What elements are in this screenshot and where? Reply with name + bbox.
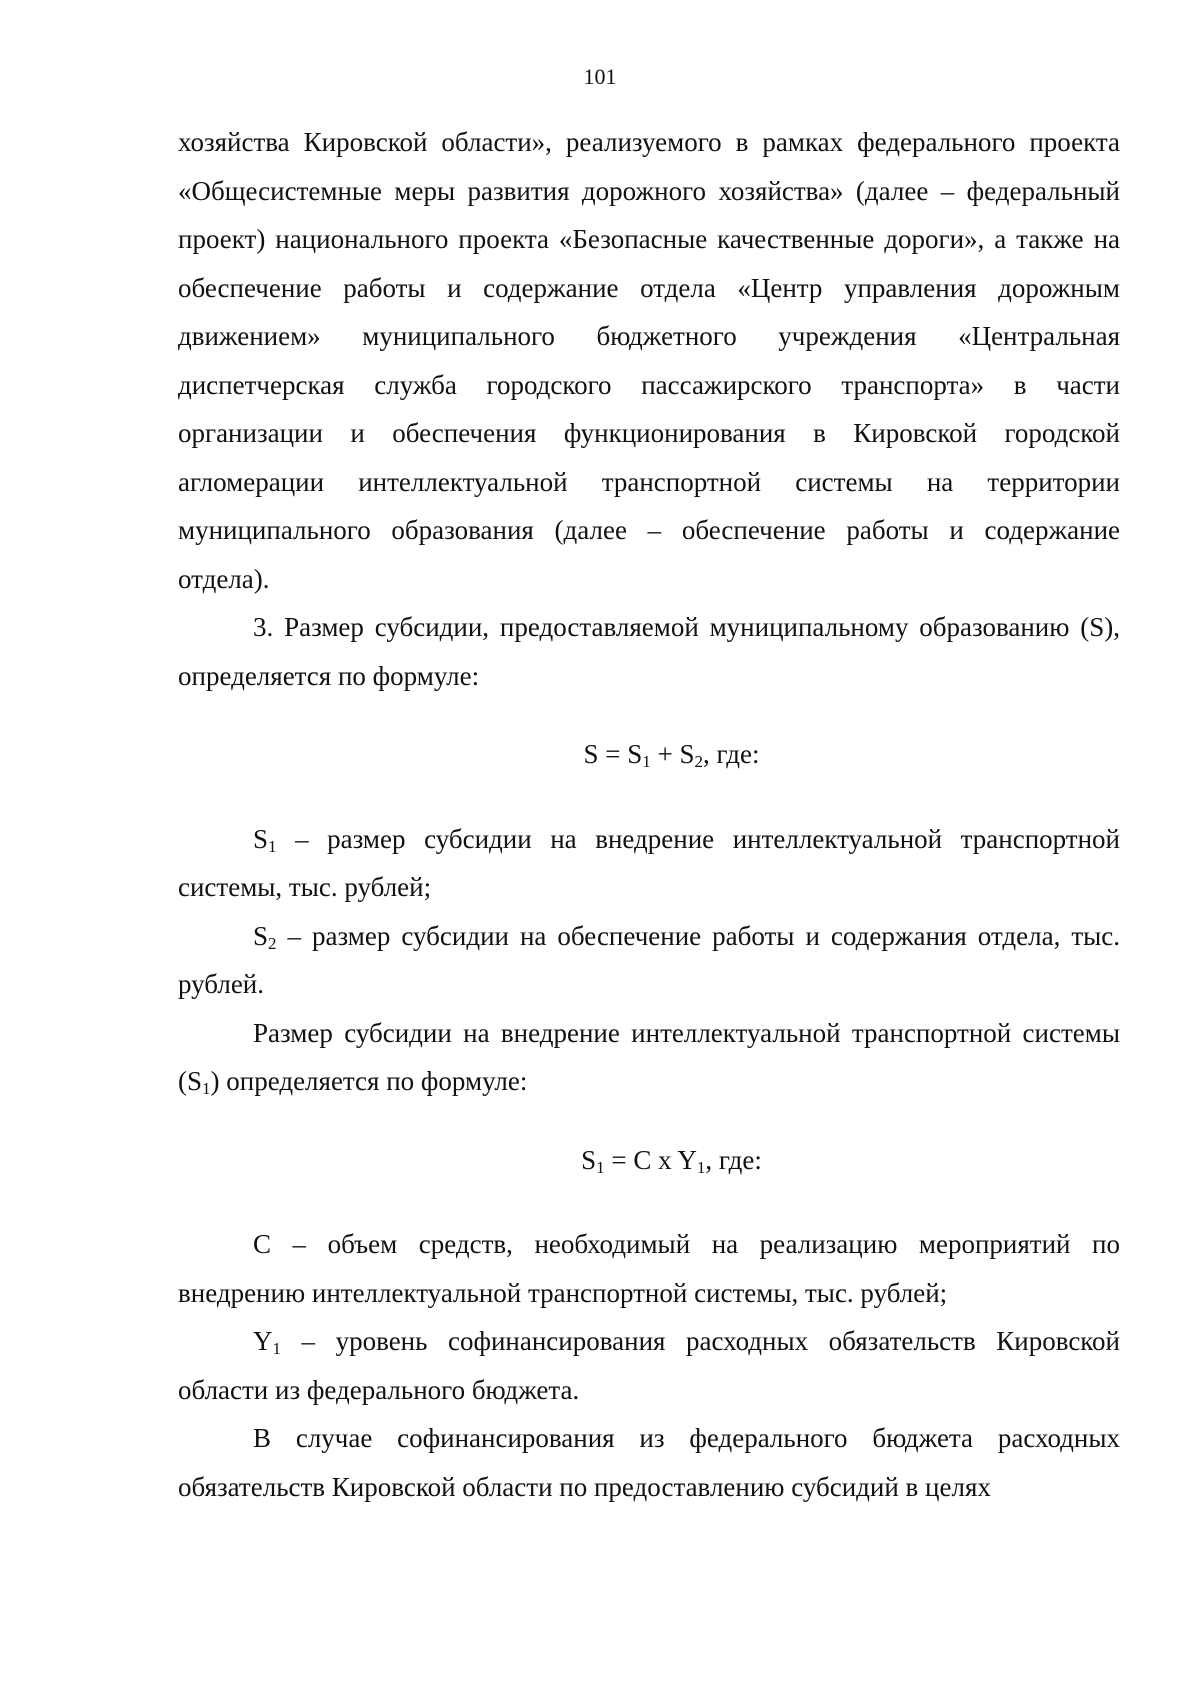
definition-y1-symbol: Y [253,1326,273,1356]
definition-s1-sub: 1 [268,836,277,856]
formula-s-tail: , где: [703,739,760,769]
paragraph-cofinancing: В случае софинансирования из федерального бюджета расходных обязательств Кировской области по предоставлению субсидий в целях [178,1423,1120,1502]
formula-s-sub1: 1 [642,752,651,771]
definition-s1-symbol: S [253,823,269,854]
page-number: 101 [583,64,617,89]
paragraph-item-3: 3. Размер субсидии, предоставляемой муниципальному образованию (S), определяется по формуле: [178,612,1120,691]
s1-intro-sub: 1 [202,1079,211,1098]
definition-s2 [178,912,1120,1009]
paragraph-continuation: хозяйства Кировской области», реализуемого в рамках федерального проекта «Общесистемные меры развития дорожного хозяйства» (далее – федеральный проект) национального проекта «Безопасные качественные дороги», а также на обеспечение работы и содержание отдела «Центр управления дорожным движением» муниципального бюджетного учреждения «Центральная диспетчерская служба городского пассажирского транспорта» в части организации и обеспечения функционирования в Кировской городской агломерации интеллектуальной транспортной системы на территории муниципального образования (далее – обеспечение работы и содержание отдела). [178,127,1120,594]
formula-s-plus: + S [650,739,695,769]
definition-c: C – объем средств, необходимый на реализацию мероприятий по внедрению интеллектуальной транспортной системы, тыс. рублей; [178,1229,1120,1308]
s1-intro-after: ) определяется по формуле: [210,1066,528,1096]
formula-s1-tail: , где: [705,1144,762,1175]
formula-s-lhs: S = S [583,739,643,769]
paragraph-s1-intro [178,1009,1120,1106]
definition-y1-sub: 1 [272,1339,281,1358]
formula-s-total [178,730,1120,779]
definition-s1 [178,815,1120,912]
definition-s2-text: – размер субсидии на обеспечение работы и содержания отдела, тыс. рублей. [178,920,1120,999]
definition-s2-symbol: S [253,920,269,951]
definition-y1 [178,1317,1120,1414]
definition-y1-text: – уровень софинансирования расходных обязательств Кировской области из федерального бюджета. [178,1326,1120,1405]
formula-s1-mid: = C x Y [604,1144,697,1175]
formula-s1-sub2: 1 [696,1157,706,1177]
formula-s1-sub1: 1 [596,1157,605,1177]
definition-s1-text: – размер субсидии на внедрение интеллектуальной транспортной системы, тыс. рублей; [178,823,1120,902]
formula-s1 [178,1136,1120,1185]
formula-s-sub2: 2 [694,752,704,771]
s1-intro-before: Размер субсидии на внедрение интеллектуальной транспортной системы (S [178,1017,1120,1096]
definition-s2-sub: 2 [268,933,277,953]
formula-s1-lhs: S [581,1144,597,1175]
document-body [178,118,1120,1511]
